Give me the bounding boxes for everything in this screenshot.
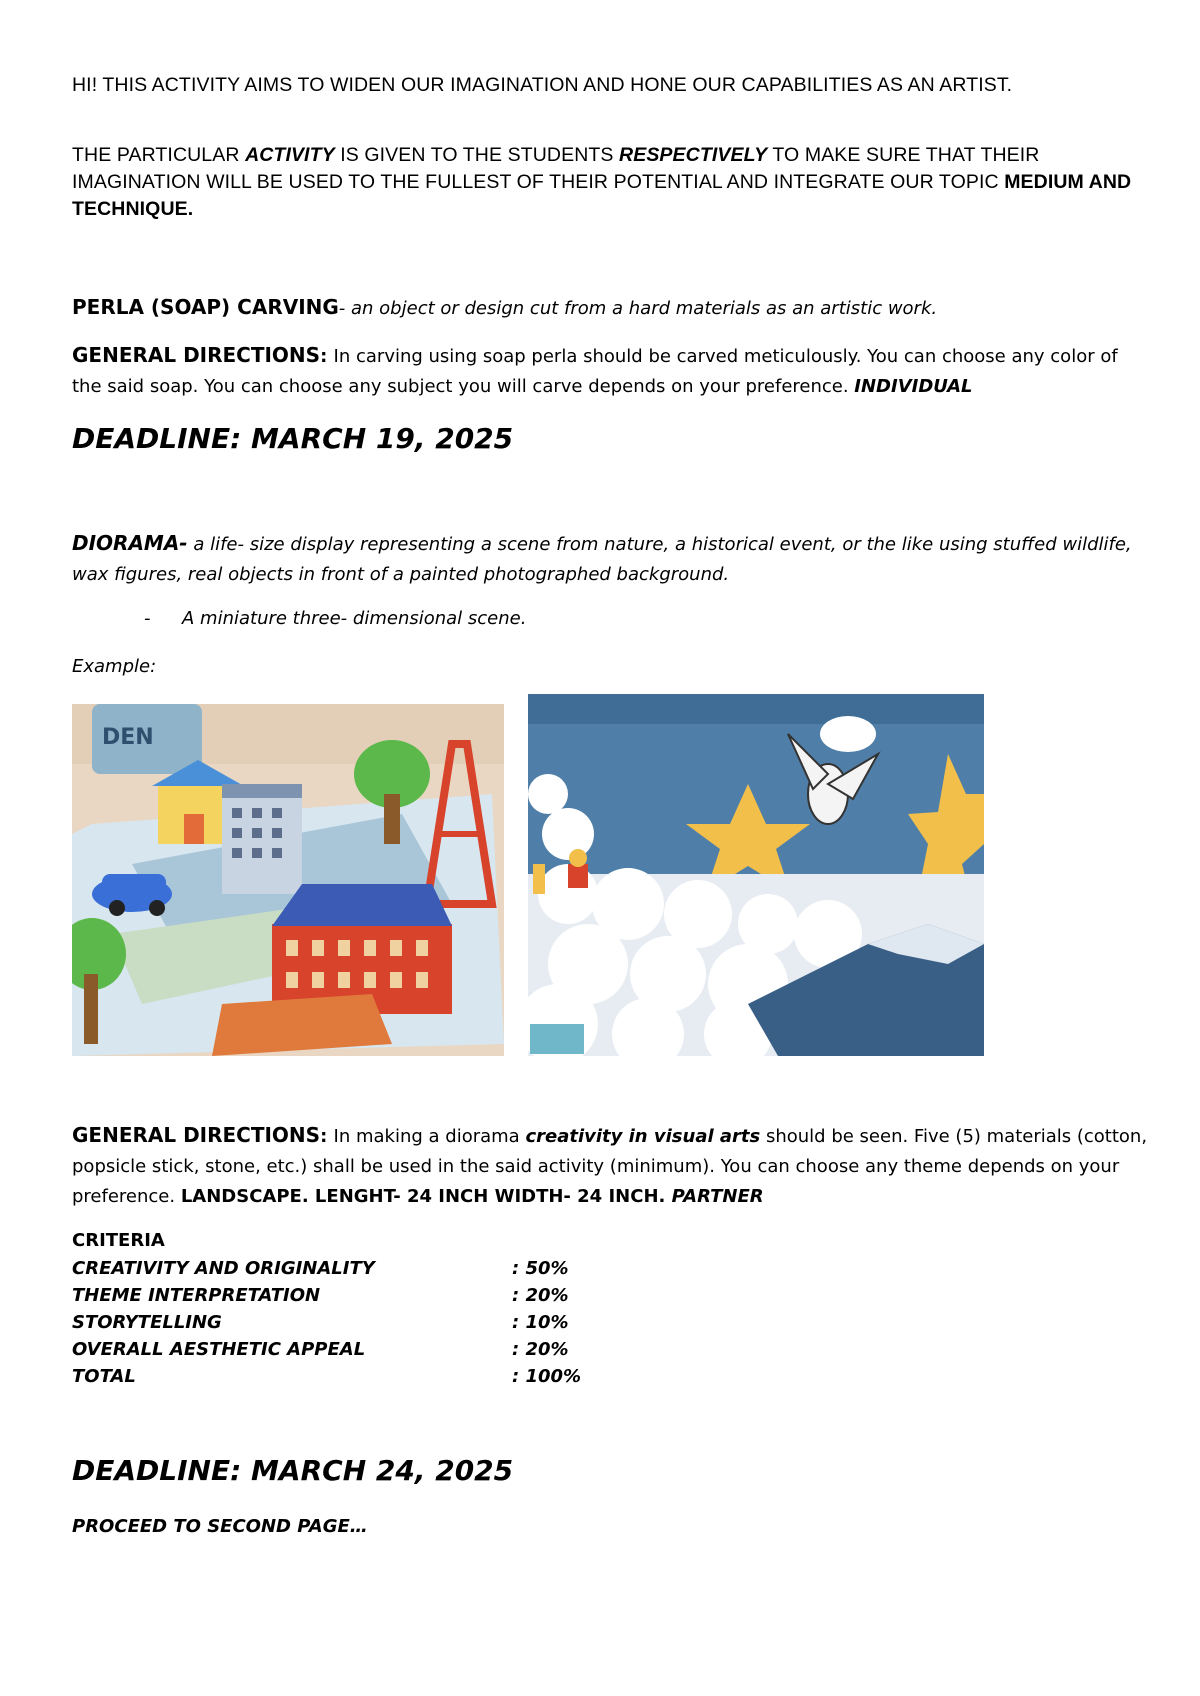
perla-deadline: DEADLINE: MARCH 19, 2025 [72,422,514,455]
diorama-directions-emph: creativity in visual arts [525,1126,761,1147]
perla-directions-colon: : [320,346,334,367]
criteria-row [72,1285,772,1311]
intro-text-b: IS GIVEN TO THE STUDENTS [334,144,620,166]
intro-activity: ACTIVITY [245,144,335,166]
perla-directions [72,340,1152,402]
criteria-row-total [72,1366,772,1392]
snow-diorama-illustration [528,694,984,1056]
criteria-value: : 100% [512,1366,582,1387]
perla-directions-label: GENERAL DIRECTIONS [72,343,321,367]
criteria-row [72,1258,772,1284]
proceed-text: PROCEED TO SECOND PAGE… [72,1516,368,1537]
diorama-directions-a: In making a diorama [333,1126,526,1147]
diorama-directions [72,1120,1152,1212]
diorama-size: LANDSCAPE. LENGHT- 24 INCH WIDTH- 24 INCH. [180,1186,672,1207]
criteria-value: : 20% [512,1285,569,1306]
diorama-directions-b: should be seen. Five (5) materials (cotton, popsicle stick, stone, etc.) shall be used in the said activity (minimum). You can choose any theme depends on your preference. [72,1126,1148,1207]
perla-definition: - an object or design cut from a hard materials as an artistic work. [338,298,938,319]
criteria-value: : 10% [512,1312,569,1333]
perla-directions-text: In carving using soap perla should be carved meticulously. You can choose any color of the said soap. You can choose any subject you will carve depends on your preference. [72,346,1118,397]
bullet-text: A miniature three- dimensional scene. [182,608,527,629]
intro-text-a: THE PARTICULAR [72,144,246,166]
intro-text-c: TO MAKE SURE THAT THEIR IMAGINATION WILL BE USED TO THE FULLEST OF THEIR POTENTIAL AND INTEGRATE OUR TOPIC [72,144,1040,193]
diorama-partner-tag: PARTNER [671,1186,764,1207]
example-label [72,652,1152,682]
intro-topic: MEDIUM AND TECHNIQUE. [72,171,1132,220]
criteria-name: TOTAL [72,1366,136,1387]
criteria-value: : 20% [512,1339,569,1360]
criteria-value: : 50% [512,1258,569,1279]
criteria-name: STORYTELLING [72,1312,222,1333]
criteria-name: CREATIVITY AND ORIGINALITY [72,1258,375,1279]
perla-heading [72,292,1152,324]
criteria-name: OVERALL AESTHETIC APPEAL [72,1339,366,1360]
example-image-paper-city [72,704,504,1056]
criteria-row [72,1312,772,1338]
sign-text: DEN [102,725,154,750]
intro-line [72,72,1152,99]
diorama-directions-label: GENERAL DIRECTIONS [72,1123,321,1147]
example-text: Example: [72,656,157,677]
diorama-definition: a life- size display representing a scene from nature, a historical event, or the like using stuffed wildlife, wax figures, real objects in front of a painted photographed background. [72,534,1132,585]
bullet-dash: - [144,608,151,629]
perla-individual-tag: INDIVIDUAL [854,376,973,397]
criteria-heading: CRITERIA [72,1230,165,1251]
intro-text: HI! THIS ACTIVITY AIMS TO WIDEN OUR IMAGINATION AND HONE OUR CAPABILITIES AS AN ARTIST. [72,74,1013,96]
proceed-note [72,1512,1152,1542]
diorama-title: DIORAMA- [72,531,188,555]
intro-respectively: RESPECTIVELY [619,144,768,166]
intro-paragraph [72,142,1152,223]
paper-city-illustration [72,704,504,1056]
criteria-name: THEME INTERPRETATION [72,1285,321,1306]
diorama-deadline: DEADLINE: MARCH 24, 2025 [72,1454,514,1487]
example-image-snow-diorama [528,694,984,1056]
criteria-row [72,1339,772,1365]
perla-title: PERLA (SOAP) CARVING [72,295,339,319]
diorama-directions-colon: : [320,1126,334,1147]
diorama-heading [72,528,1152,590]
